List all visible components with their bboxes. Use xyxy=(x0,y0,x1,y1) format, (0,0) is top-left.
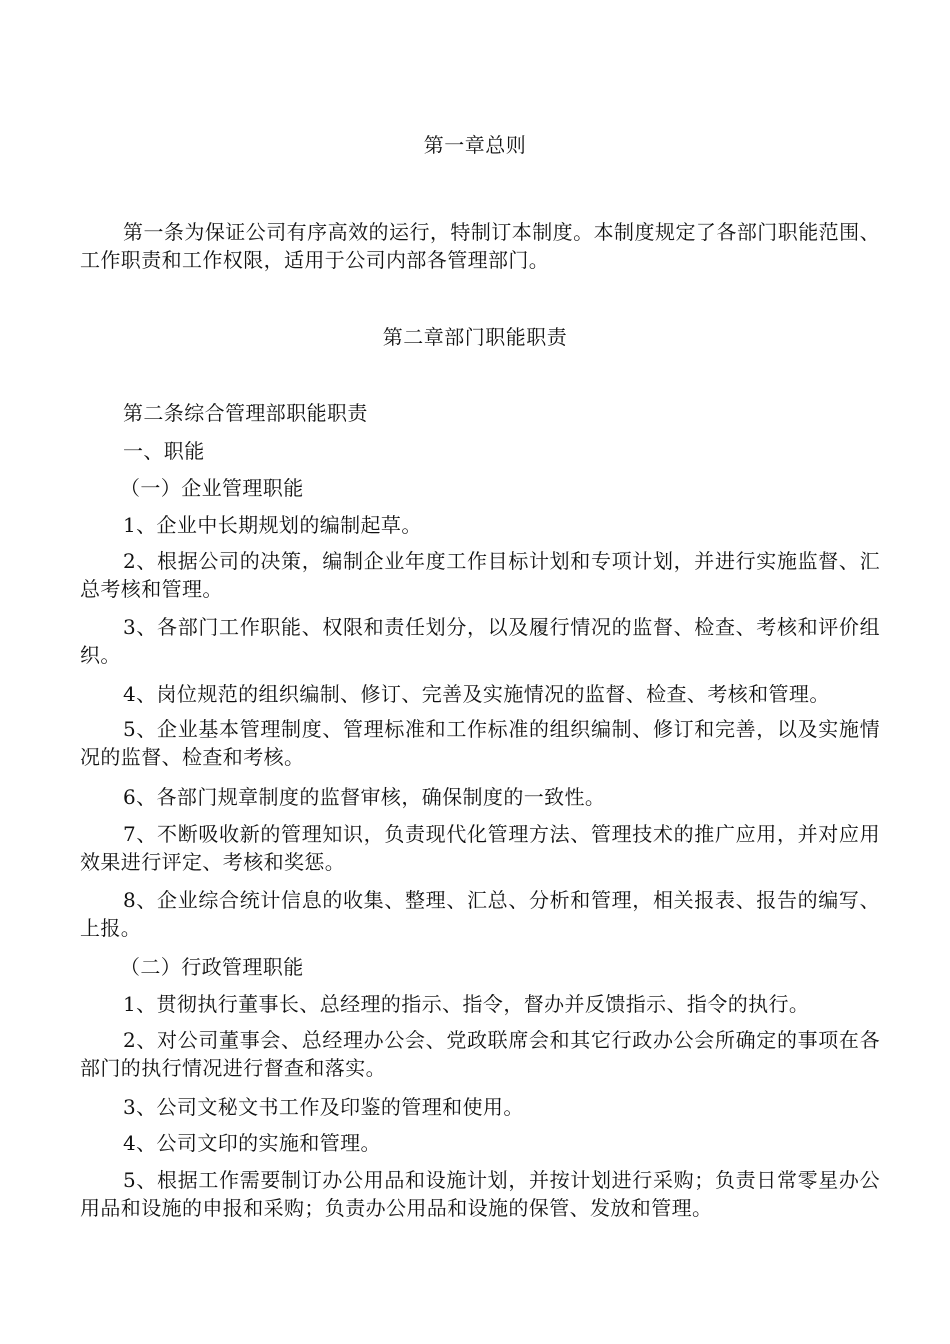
article-2-title: 第二条综合管理部职能职责 xyxy=(123,401,368,425)
subsection-1-title: （一）企业管理职能 xyxy=(120,476,304,500)
chapter-2-title: 第二章部门职能职责 xyxy=(382,325,568,349)
list-item: 3、各部门工作职能、权限和责任划分，以及履行情况的监督、检查、考核和评价组织。 xyxy=(80,615,880,667)
list-item: 4、岗位规范的组织编制、修订、完善及实施情况的监督、检查、考核和管理。 xyxy=(123,682,830,706)
list-item: 2、根据公司的决策，编制企业年度工作目标计划和专项计划，并进行实施监督、汇总考核和管理。 xyxy=(80,549,880,601)
list-item: 6、各部门规章制度的监督审核，确保制度的一致性。 xyxy=(123,785,606,809)
list-item: 1、贯彻执行董事长、总经理的指示、指令，督办并反馈指示、指令的执行。 xyxy=(123,992,810,1016)
list-item: 3、公司文秘文书工作及印鉴的管理和使用。 xyxy=(123,1095,524,1119)
list-item: 4、公司文印的实施和管理。 xyxy=(123,1131,381,1155)
list-item: 5、企业基本管理制度、管理标准和工作标准的组织编制、修订和完善，以及实施情况的监督、检查和考核。 xyxy=(80,717,880,769)
list-item: 5、根据工作需要制订办公用品和设施计划，并按计划进行采购；负责日常零星办公用品和设施的申报和采购；负责办公用品和设施的保管、发放和管理。 xyxy=(80,1168,880,1220)
list-item: 1、企业中长期规划的编制起草。 xyxy=(123,513,422,537)
article-1-text: 第一条为保证公司有序高效的运行，特制订本制度。本制度规定了各部门职能范围、工作职责和工作权限，适用于公司内部各管理部门。 xyxy=(80,220,880,272)
chapter-1-title: 第一章总则 xyxy=(423,133,527,157)
section-1-title: 一、职能 xyxy=(123,439,205,463)
subsection-2-title: （二）行政管理职能 xyxy=(120,955,304,979)
list-item: 2、对公司董事会、总经理办公会、党政联席会和其它行政办公会所确定的事项在各部门的执行情况进行督查和落实。 xyxy=(80,1028,880,1080)
list-item: 8、企业综合统计信息的收集、整理、汇总、分析和管理，相关报表、报告的编写、上报。 xyxy=(80,888,880,940)
list-item: 7、不断吸收新的管理知识，负责现代化管理方法、管理技术的推广应用，并对应用效果进行评定、考核和奖惩。 xyxy=(80,822,880,874)
